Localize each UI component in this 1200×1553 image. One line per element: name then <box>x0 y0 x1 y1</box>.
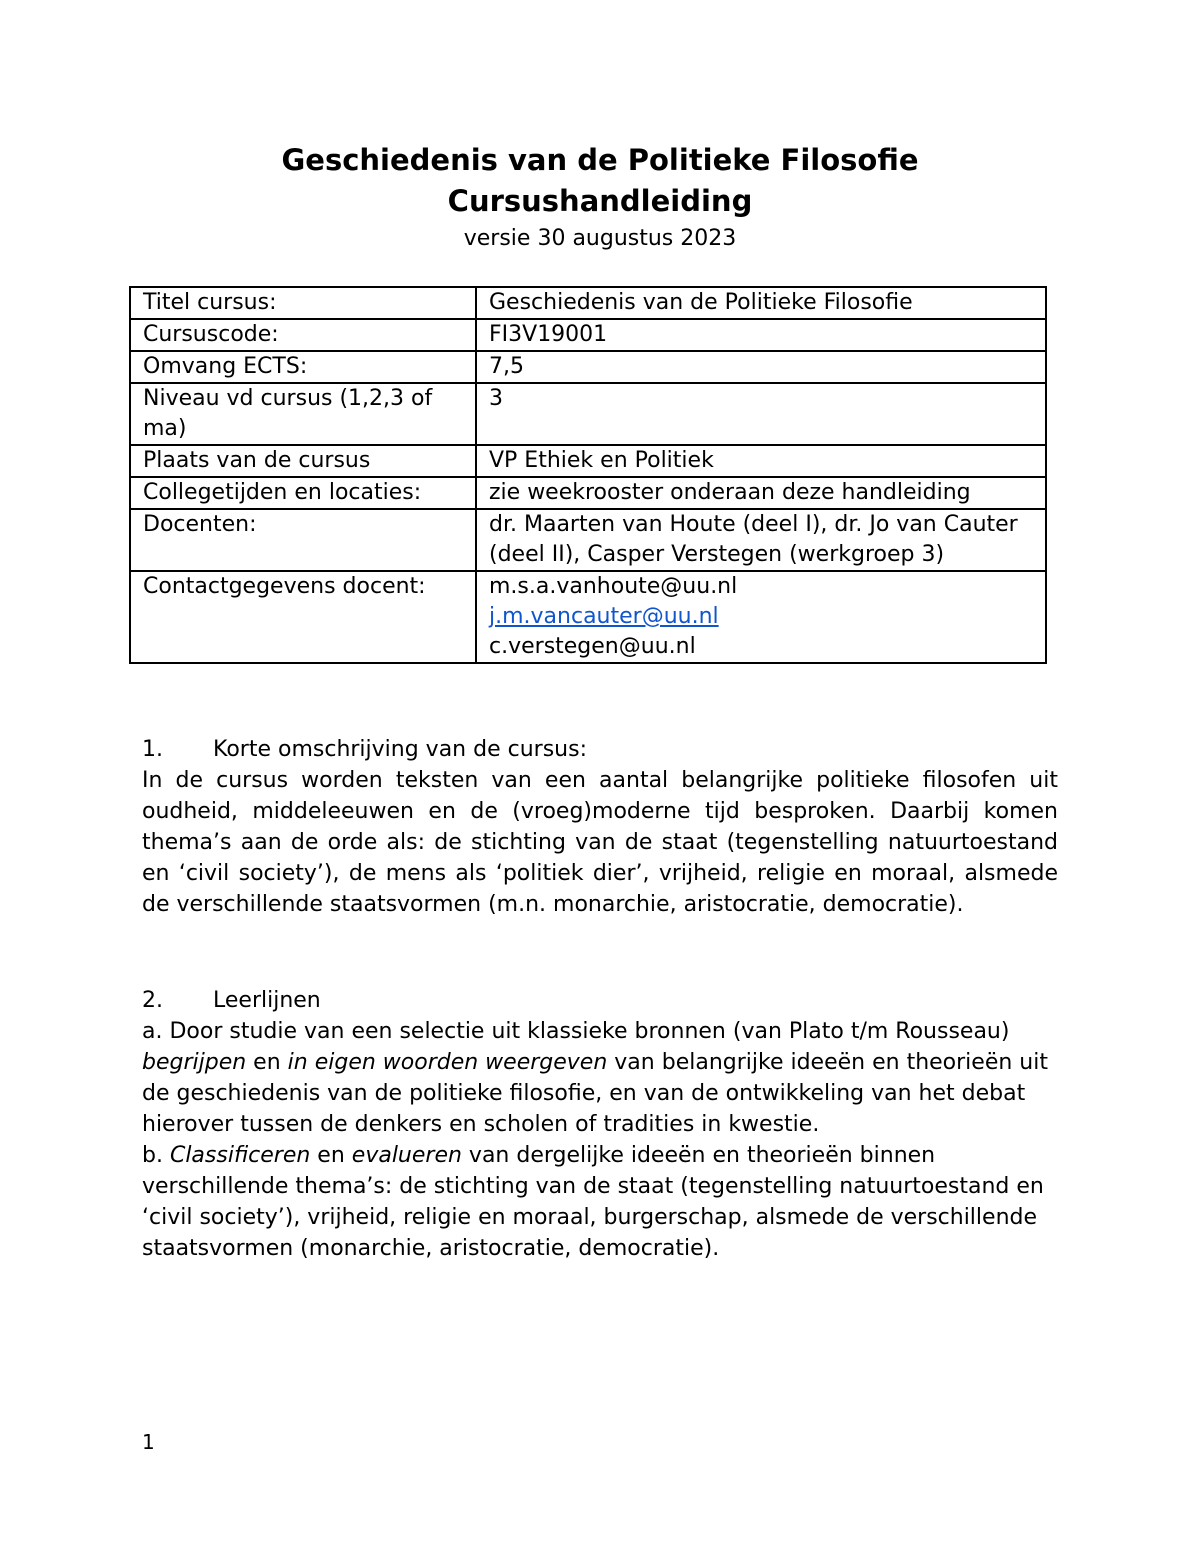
info-label: Plaats van de cursus <box>130 445 476 477</box>
email-link[interactable]: j.m.vancauter@uu.nl <box>489 604 719 629</box>
info-value: 3 <box>476 383 1046 445</box>
info-label: Cursuscode: <box>130 319 476 351</box>
info-value: FI3V19001 <box>476 319 1046 351</box>
document-subtitle: Cursushandleiding <box>447 184 753 218</box>
table-row <box>130 571 1046 663</box>
table-row <box>130 477 1046 509</box>
info-label: Contactgegevens docent: <box>130 571 476 663</box>
section-heading-text: Leerlijnen <box>213 988 321 1013</box>
table-row <box>130 509 1046 571</box>
paragraph-text: van dergelijke ideeën en theorieën binnen verschillende thema’s: de stichting van de staat (tegenstelling natuurtoestand en ‘civil society’), vrijheid, religie en moraal, burgerschap, alsmede de verschillende staatsvormen (monarchie, aristocratie, democratie). <box>142 1143 1044 1261</box>
info-value: dr. Maarten van Houte (deel I), dr. Jo van Cauter (deel II), Casper Verstegen (werkgroep 3) <box>476 509 1046 571</box>
contact-emails <box>476 571 1046 663</box>
learning-line-b <box>142 1140 1058 1264</box>
info-label: Docenten: <box>130 509 476 571</box>
table-row <box>130 445 1046 477</box>
emphasis-text: Classificeren <box>169 1143 311 1168</box>
table-row <box>130 319 1046 351</box>
info-label: Titel cursus: <box>130 287 476 319</box>
paragraph-text: b. <box>142 1143 170 1168</box>
emphasis-text: evalueren <box>351 1143 462 1168</box>
info-value: VP Ethiek en Politiek <box>476 445 1046 477</box>
document-title: Geschiedenis van de Politieke Filosofie <box>281 143 919 177</box>
paragraph-text: en <box>310 1143 352 1168</box>
section-heading <box>142 734 1058 765</box>
table-row <box>130 351 1046 383</box>
emphasis-text: begrijpen <box>142 1050 247 1075</box>
email-text: c.verstegen@uu.nl <box>489 634 696 659</box>
section-heading <box>142 985 1058 1016</box>
table-row <box>130 287 1046 319</box>
info-value: zie weekrooster onderaan deze handleiding <box>476 477 1046 509</box>
email-text: m.s.a.vanhoute@uu.nl <box>489 574 738 599</box>
info-label: Niveau vd cursus (1,2,3 of ma) <box>130 383 476 445</box>
section-number: 1. <box>142 737 163 762</box>
table-row <box>130 383 1046 445</box>
course-info-table <box>129 286 1047 664</box>
section-body: In de cursus worden teksten van een aantal belangrijke politieke filosofen uit oudheid, middeleeuwen en de (vroeg)moderne tijd besproken. Daarbij komen thema’s aan de orde als: de stichting van de staat (tegenstelling natuurtoestand en ‘civil society’), de mens als ‘politiek dier’, vrijheid, religie en moraal, alsmede de verschillende staatsvormen (m.n. monarchie, aristocratie, democratie). <box>142 768 1058 917</box>
paragraph-text: en <box>246 1050 288 1075</box>
section-number: 2. <box>142 988 163 1013</box>
learning-line-a <box>142 1016 1058 1140</box>
emphasis-text: in eigen woorden weergeven <box>287 1050 608 1075</box>
section-description <box>142 734 1058 920</box>
paragraph-text: van belangrijke ideeën en theorieën uit de geschiedenis van de politieke filosofie, en van de ontwikkeling van het debat hierover tussen de denkers en scholen of tradities in kwestie. <box>142 1050 1048 1137</box>
paragraph-text: a. Door studie van een selectie uit klassieke bronnen (van Plato t/m Rousseau) <box>142 1019 1010 1044</box>
info-label: Collegetijden en locaties: <box>130 477 476 509</box>
info-value: Geschiedenis van de Politieke Filosofie <box>476 287 1046 319</box>
page-number: 1 <box>142 1430 155 1454</box>
section-heading-text: Korte omschrijving van de cursus: <box>213 737 587 762</box>
info-label: Omvang ECTS: <box>130 351 476 383</box>
info-value: 7,5 <box>476 351 1046 383</box>
version-date: versie 30 augustus 2023 <box>463 226 737 251</box>
section-learning-lines <box>142 985 1058 1264</box>
